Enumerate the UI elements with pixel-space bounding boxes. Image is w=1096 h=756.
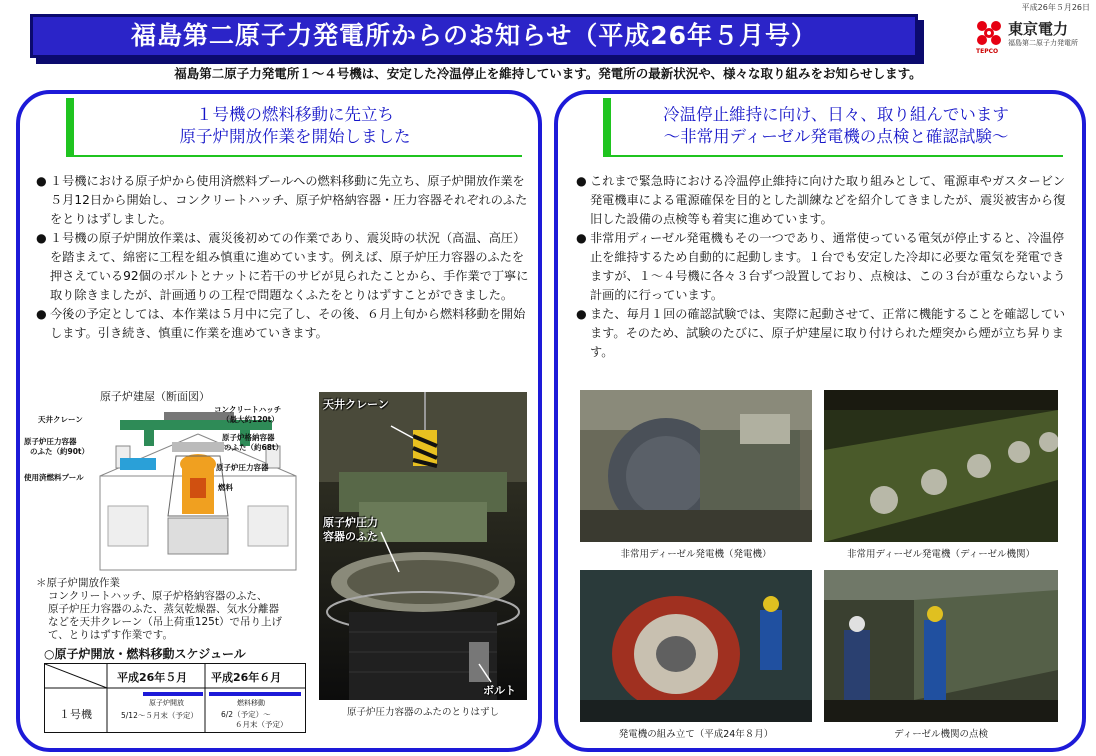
photo-label-crane: 天井クレーン <box>323 398 389 411</box>
tepco-logo <box>968 14 1092 54</box>
left-paragraph: ● １号機における原子炉から使用済燃料プールへの燃料移動に先立ち、原子炉開放作業を５月12日から開始し、コンクリートハッチ、原子炉格納容器・圧力容器それぞれのふたをとりはずしました。 <box>36 174 528 226</box>
left-paragraph-text: 今後の予定としては、本作業は５月中に完了し、その後、６月上旬から燃料移動を開始します。引き続き、慎重に作業を進めていきます。 <box>50 307 526 340</box>
label-pool: 使用済燃料プール <box>24 473 84 482</box>
diesel-inspection-photo-art <box>824 570 1058 722</box>
diesel-inspection-caption: ディーゼル機関の点検 <box>893 729 989 740</box>
diesel-engine-photo-art <box>824 390 1058 542</box>
left-accent-bar <box>66 98 74 156</box>
generator-assembly-caption: 発電機の組み立て（平成24年８月） <box>618 729 774 740</box>
schedule-title: ○原子炉開放・燃料移動スケジュール <box>44 647 246 661</box>
left-accent-line <box>66 155 522 157</box>
schedule-col-may: 平成26年５月 <box>117 671 188 684</box>
schedule-row-unit1: １号機 <box>59 708 92 721</box>
right-accent-line <box>603 155 1063 157</box>
right-heading <box>616 104 1056 148</box>
photo-label-lid2: 容器のふた <box>323 530 378 543</box>
left-heading <box>80 104 510 148</box>
intro-subtitle: 福島第二原子力発電所１～４号機は、安定した冷温停止を維持しています。発電所の最新状況や、様々な取り組みをお知らせします。 <box>174 66 922 81</box>
label-pcv-weight: のふた（約68t） <box>224 443 284 452</box>
photo-label-bolt: ボルト <box>483 684 516 697</box>
logo-subname: 福島第二原子力発電所 <box>1008 39 1078 47</box>
diesel-engine-caption: 非常用ディーゼル発電機（ディーゼル機関） <box>846 549 1036 560</box>
label-rpv: 原子炉圧力容器 <box>216 463 269 472</box>
label-crane: 天井クレーン <box>38 415 83 424</box>
reactor-lid-photo-art <box>319 392 527 700</box>
logo-name: 東京電力 <box>1008 20 1069 38</box>
schedule-task-opening-period: 5/12～５月末（予定） <box>121 711 198 720</box>
generator-photo <box>580 390 812 542</box>
schedule-bar-fuel <box>209 692 301 696</box>
note-line: などを天井クレーン（吊上荷重125t）で吊り上げ <box>48 616 282 628</box>
right-paragraph: ● また、毎月１回の確認試験では、実際に起動させて、正常に機能することを確認しています。そのため、試験のたびに、原子炉建屋に取り付けられた煙突から煙が立ち昇ります。 <box>576 307 1066 359</box>
right-heading-line2: ～非常用ディーゼル発電機の点検と確認試験～ <box>663 127 1009 146</box>
label-fuel: 燃料 <box>218 483 233 492</box>
photo-label-lid1: 原子炉圧力 <box>323 516 378 529</box>
schedule-bar-opening <box>143 692 203 696</box>
schedule-task-fuel-end: ６月末（予定） <box>235 720 288 729</box>
left-paragraph-text: １号機における原子炉から使用済燃料プールへの燃料移動に先立ち、原子炉開放作業を５月12日から開始し、コンクリートハッチ、原子炉格納容器・圧力容器それぞれのふたをとりはずしました。 <box>50 174 528 226</box>
title-banner <box>30 14 918 58</box>
schedule-task-fuel: 燃料移動 <box>237 699 265 707</box>
left-paragraph: ● １号機の原子炉開放作業は、震災後初めての作業であり、震災時の状況（高温、高圧）を踏まえて、綿密に工程を組み慎重に進めています。例えば、原子炉圧力容器のふたを押さえている92個のボルトとナットに若干のサビが見られたことから、手作業で丁寧に取り除きましたが、計画通りの工程で問題なくふたをとりはずすことができました。 <box>36 231 529 302</box>
diagram-title: 原子炉建屋（断面図） <box>100 390 210 403</box>
label-pcv: 原子炉格納容器 <box>222 433 275 442</box>
reactor-lid-caption: 原子炉圧力容器のふたのとりはずし <box>346 707 499 718</box>
right-paragraph-text: また、毎月１回の確認試験では、実際に起動させて、正常に機能することを確認しています。そのため、試験のたびに、原子炉建屋に取り付けられた煙突から煙が立ち昇ります。 <box>590 307 1066 359</box>
label-rpv-lid-weight: のふた（約90t） <box>30 447 90 456</box>
generator-assembly-photo-art <box>580 570 812 722</box>
right-body <box>576 172 1072 362</box>
right-paragraph-text: これまで緊急時における冷温停止維持に向けた取り組みとして、電源車やガスタービン発電機車による電源確保を目的とした訓練などを紹介してきましたが、震災被害から復旧した設備の点検等も着実に進めています。 <box>590 174 1066 226</box>
issue-date: 平成26年５月26日 <box>1021 3 1090 12</box>
generator-assembly-photo <box>580 570 812 722</box>
left-heading-line1: １号機の燃料移動に先立ち <box>196 105 394 124</box>
note-title: ＊原子炉開放作業 <box>36 577 120 589</box>
diesel-inspection-photo <box>824 570 1058 722</box>
schedule-task-fuel-period: 6/2（予定）～ <box>221 710 271 719</box>
note-line: コンクリートハッチ、原子炉格納容器のふた、 <box>48 590 268 602</box>
left-body <box>36 172 530 343</box>
opening-work-note <box>36 577 282 642</box>
note-line: て、とりはずす作業です。 <box>48 629 173 641</box>
left-paragraph: ● 今後の予定としては、本作業は５月中に完了し、その後、６月上旬から燃料移動を開始します。引き続き、慎重に作業を進めていきます。 <box>36 307 526 340</box>
right-paragraph: ● これまで緊急時における冷温停止維持に向けた取り組みとして、電源車やガスタービン発電機車による電源確保を目的とした訓練などを紹介してきましたが、震災被害から復旧した設備の点検等も着実に進めています。 <box>576 174 1066 226</box>
reactor-lid-photo <box>319 392 527 700</box>
right-paragraph-text: 非常用ディーゼル発電機もその一つであり、通常使っている電気が停止すると、冷温停止を維持するため自動的に起動します。１台でも安定した冷却に必要な電気を発電できますが、１～４号機に各々３台ずつ設置しており、点検は、この３台が重ならないよう計画的に行っています。 <box>590 231 1066 302</box>
label-hatch-weight: （最大約120t） <box>222 415 279 424</box>
left-heading-line2: 原子炉開放作業を開始しました <box>179 127 411 146</box>
label-rpv-lid: 原子炉圧力容器 <box>24 437 77 446</box>
right-accent-bar <box>603 98 611 156</box>
tepco-logo-icon <box>974 18 1004 48</box>
generator-photo-art <box>580 390 812 542</box>
schedule-table <box>44 663 306 733</box>
logo-english: TEPCO <box>976 48 999 55</box>
right-paragraph: ● 非常用ディーゼル発電機もその一つであり、通常使っている電気が停止すると、冷温停止を維持するため自動的に起動します。１台でも安定した冷却に必要な電気を発電できますが、１～４号機に各々３台ずつ設置しており、点検は、この３台が重ならないよう計画的に行っています。 <box>576 231 1066 302</box>
diesel-engine-photo <box>824 390 1058 542</box>
right-heading-line1: 冷温停止維持に向け、日々、取り組んでいます <box>663 105 1009 124</box>
note-line: 原子炉圧力容器のふた、蒸気乾燥器、気水分離器 <box>48 603 279 615</box>
reactor-building-diagram <box>80 406 312 572</box>
generator-caption: 非常用ディーゼル発電機（発電機） <box>620 549 772 560</box>
schedule-col-june: 平成26年６月 <box>211 671 282 684</box>
page-title: 福島第二原子力発電所からのお知らせ（平成26年５月号） <box>130 21 818 50</box>
left-paragraph-text: １号機の原子炉開放作業は、震災後初めての作業であり、震災時の状況（高温、高圧）を踏まえて、綿密に工程を組み慎重に進めています。例えば、原子炉圧力容器のふたを押さえている92個のボルトとナットに若干のサビが見られたことから、手作業で丁寧に取り除きましたが、計画通りの工程で問題なくふたをとりはずすことができました。 <box>50 231 529 302</box>
schedule-task-opening: 原子炉開放 <box>149 699 184 707</box>
label-hatch: コンクリートハッチ <box>214 405 282 414</box>
